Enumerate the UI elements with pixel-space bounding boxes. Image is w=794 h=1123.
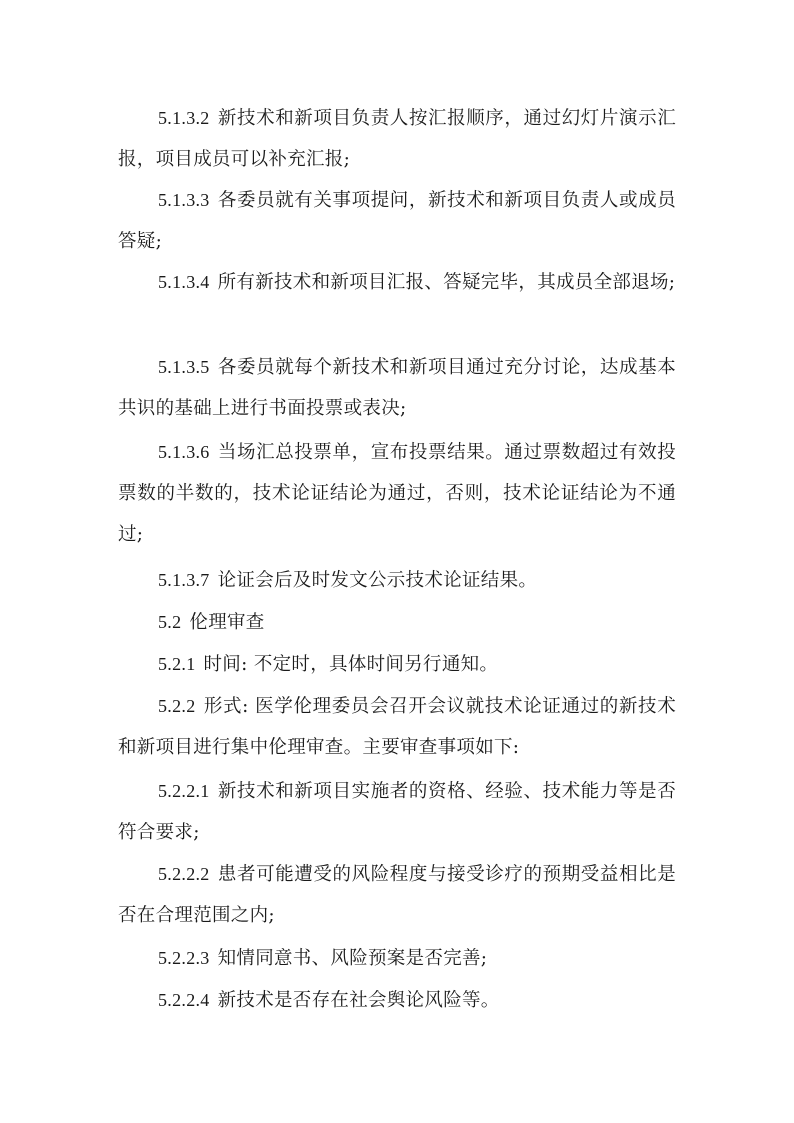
section-heading-5-2 <box>118 602 676 643</box>
section-number: 5.2 <box>158 612 182 632</box>
paragraph-text: 当场汇总投票单，宣布投票结果。通过票数超过有效投票数的半数的，技术论证结论为通过，否则，技术论证结论为不通过; <box>118 442 676 545</box>
paragraph-text: 患者可能遭受的风险程度与接受诊疗的预期受益相比是否在合理范围之内; <box>118 864 676 926</box>
paragraph-text: 新技术和新项目实施者的资格、经验、技术能力等是否符合要求; <box>118 781 676 843</box>
paragraph-5-2-2-2 <box>118 854 676 936</box>
paragraph-5-1-3-4 <box>118 262 676 303</box>
paragraph-text: 时间: 不定时，具体时间另行通知。 <box>203 654 499 675</box>
section-number: 5.2.2.2 <box>158 864 210 884</box>
paragraph-5-2-1 <box>118 644 676 685</box>
section-number: 5.1.3.3 <box>158 190 210 210</box>
paragraph-5-1-3-3 <box>118 180 676 262</box>
paragraph-text: 所有新技术和新项目汇报、答疑完毕，其成员全部退场; <box>217 272 676 293</box>
paragraph-text: 新技术和新项目负责人按汇报顺序，通过幻灯片演示汇报，项目成员可以补充汇报; <box>118 108 676 170</box>
section-number: 5.2.1 <box>158 654 196 674</box>
paragraph-5-1-3-6 <box>118 432 676 555</box>
paragraph-5-2-2-4 <box>118 980 676 1021</box>
section-number: 5.1.3.5 <box>158 357 210 377</box>
paragraph-5-2-2-3 <box>118 938 676 979</box>
paragraph-text: 论证会后及时发文公示技术论证结果。 <box>217 570 538 591</box>
section-heading-text: 伦理审查 <box>189 612 265 633</box>
paragraph-5-2-2-1 <box>118 771 676 853</box>
paragraph-5-1-3-2 <box>118 98 676 180</box>
paragraph-text: 知情同意书、风险预案是否完善; <box>217 948 488 969</box>
paragraph-text: 各委员就每个新技术和新项目通过充分讨论，达成基本共识的基础上进行书面投票或表决; <box>118 357 676 419</box>
section-number: 5.1.3.7 <box>158 570 210 590</box>
section-number: 5.1.3.4 <box>158 272 210 292</box>
paragraph-text: 形式: 医学伦理委员会召开会议就技术论证通过的新技术和新项目进行集中伦理审查。主要审查事项如下: <box>118 696 676 758</box>
section-number: 5.2.2.4 <box>158 990 210 1010</box>
paragraph-text: 各委员就有关事项提问，新技术和新项目负责人或成员答疑; <box>118 190 676 252</box>
section-number: 5.1.3.6 <box>158 442 210 462</box>
section-number: 5.2.2.3 <box>158 948 210 968</box>
section-number: 5.2.2.1 <box>158 781 210 801</box>
paragraph-text: 新技术是否存在社会舆论风险等。 <box>217 990 500 1011</box>
paragraph-5-1-3-5 <box>118 347 676 429</box>
paragraph-5-1-3-7 <box>118 560 676 601</box>
section-number: 5.2.2 <box>158 696 196 716</box>
paragraph-5-2-2 <box>118 686 676 768</box>
section-number: 5.1.3.2 <box>158 108 210 128</box>
